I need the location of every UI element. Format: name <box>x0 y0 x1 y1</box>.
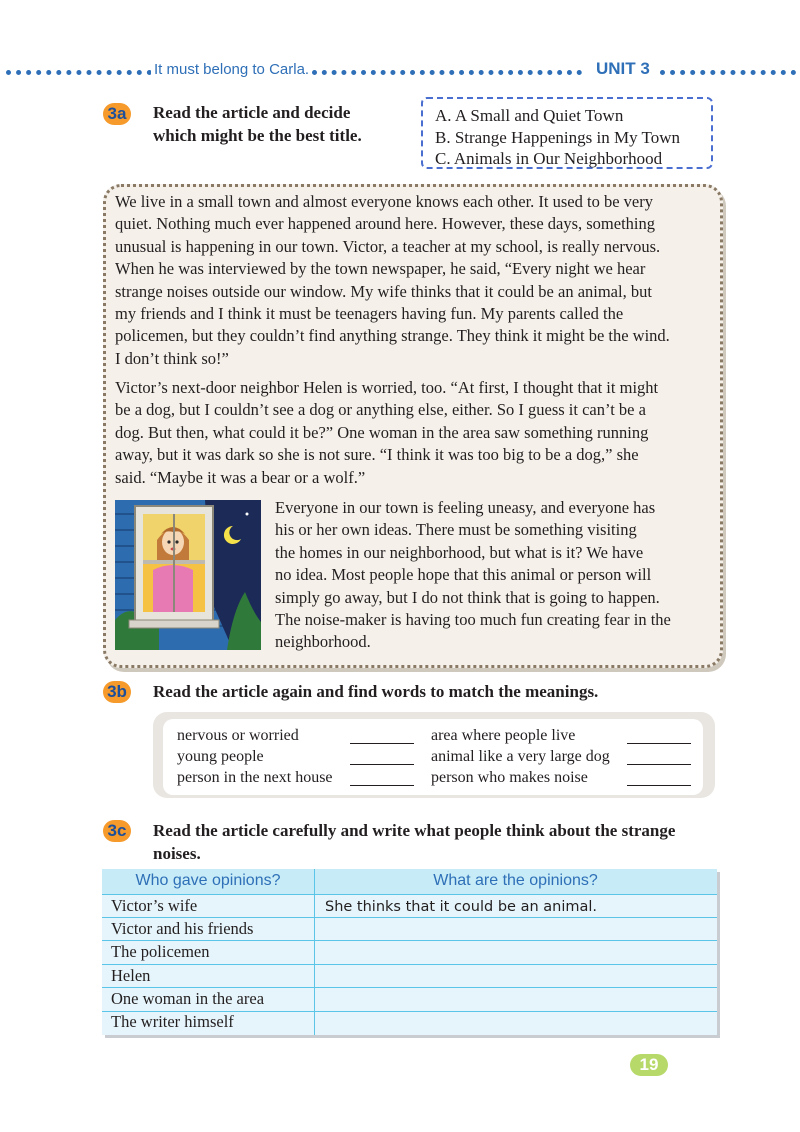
answer-blank-left-2[interactable] <box>350 764 414 765</box>
instruction-line: Read the article carefully and write what people think about the strange <box>153 821 676 840</box>
title-option-b: B. Strange Happenings in My Town <box>435 127 680 147</box>
table-cell-who: The writer himself <box>111 1012 234 1031</box>
column-header-opinions: What are the opinions? <box>433 872 598 889</box>
table-row-divider <box>102 964 717 965</box>
instruction-line: noises. <box>153 844 201 863</box>
header-lesson-title: It must belong to Carla. <box>151 61 312 78</box>
table-cell-opinion[interactable]: She thinks that it could be an animal. <box>325 899 598 915</box>
title-option-c: C. Animals in Our Neighborhood <box>435 149 663 168</box>
article-line: dog. But then, what could it be?” One woman in the area saw something running <box>115 422 649 442</box>
meaning-young-people: young people <box>177 748 264 765</box>
article-line: neighborhood. <box>275 632 371 652</box>
table-row-divider <box>102 894 717 895</box>
title-options-box <box>421 97 713 169</box>
table-row-divider <box>102 940 717 941</box>
table-cell-who: The policemen <box>111 942 210 961</box>
header-dotline-middle <box>312 67 582 77</box>
header-dotline-left <box>6 67 152 77</box>
section-3b-instruction: Read the article again and find words to match the meanings. <box>153 682 599 701</box>
answer-blank-right-3[interactable] <box>627 785 691 786</box>
section-badge-3b: 3b <box>103 681 131 703</box>
table-row-divider <box>102 987 717 988</box>
meaning-area-people-live: area where people live <box>431 727 576 744</box>
table-cell-who: Victor’s wife <box>111 896 198 915</box>
article-line: unusual is happening in our town. Victor, a teacher at my school, is really nervous. <box>115 236 661 256</box>
article-line: the homes in our neighborhood, but what is it? We have <box>275 542 644 562</box>
table-cell-who: Victor and his friends <box>111 919 254 938</box>
table-row-divider <box>102 917 717 918</box>
section-3c-instruction <box>153 819 675 865</box>
article-line: be a dog, but I couldn’t see a dog or anything else, either. So I guess it can’t be a <box>115 400 646 420</box>
answer-blank-right-2[interactable] <box>627 764 691 765</box>
answer-blank-right-1[interactable] <box>627 743 691 744</box>
article-line: strange noises outside our window. My wife thinks that it could be an animal, but <box>115 281 652 301</box>
article-line: quiet. Nothing much ever happened around here. However, these days, something <box>115 214 656 234</box>
meaning-animal-large-dog: animal like a very large dog <box>431 748 610 765</box>
article-line: The noise-maker is having too much fun creating fear in the <box>275 610 671 630</box>
article-paragraph-2 <box>115 377 658 489</box>
section-badge-3c: 3c <box>103 820 131 842</box>
window-woman-illustration <box>115 500 261 650</box>
table-cell-who: Helen <box>111 966 151 985</box>
title-option-a: A. A Small and Quiet Town <box>435 106 624 125</box>
instruction-line: which might be the best title. <box>153 126 362 145</box>
section-badge-3a: 3a <box>103 103 131 125</box>
article-line: When he was interviewed by the town newspaper, he said, “Every night we hear <box>115 259 646 279</box>
answer-blank-left-3[interactable] <box>350 785 414 786</box>
article-line: Everyone in our town is feeling uneasy, and everyone has <box>275 498 656 517</box>
meaning-nervous-or-worried: nervous or worried <box>177 727 299 744</box>
column-header-who: Who gave opinions? <box>135 872 281 889</box>
article-line: I don’t think so!” <box>115 348 229 368</box>
instruction-line: Read the article and decide <box>153 103 351 122</box>
article-line: policemen, but they couldn’t find anything strange. They think it might be the wind. <box>115 326 670 346</box>
section-3a-instruction <box>153 101 362 147</box>
article-line: no idea. Most people hope that this animal or person will <box>275 565 652 585</box>
header-dotline-right <box>660 67 796 77</box>
article-line: We live in a small town and almost everyone knows each other. It used to be very <box>115 192 653 211</box>
meaning-person-makes-noise: person who makes noise <box>431 769 588 786</box>
answer-blank-left-1[interactable] <box>350 743 414 744</box>
article-line: away, but it was dark so she is not sure. “I think it was too big to be a dog,” she <box>115 445 639 465</box>
table-column-divider <box>314 869 315 1035</box>
table-cell-who: One woman in the area <box>111 989 265 1008</box>
article-line: said. “Maybe it was a bear or a wolf.” <box>115 467 366 487</box>
page-number: 19 <box>630 1054 668 1076</box>
meaning-person-next-house: person in the next house <box>177 769 333 786</box>
article-line: my friends and I think it must be teenagers having fun. My parents called the <box>115 304 624 324</box>
article-line: Victor’s next-door neighbor Helen is worried, too. “At first, I thought that it might <box>115 378 659 397</box>
article-paragraph-3 <box>275 497 671 654</box>
article-line: simply go away, but I do not think that is going to happen. <box>275 587 660 607</box>
header-unit-label: UNIT 3 <box>590 59 656 79</box>
article-line: his or her own ideas. There must be something visiting <box>275 520 637 540</box>
article-paragraph-1 <box>115 191 670 370</box>
